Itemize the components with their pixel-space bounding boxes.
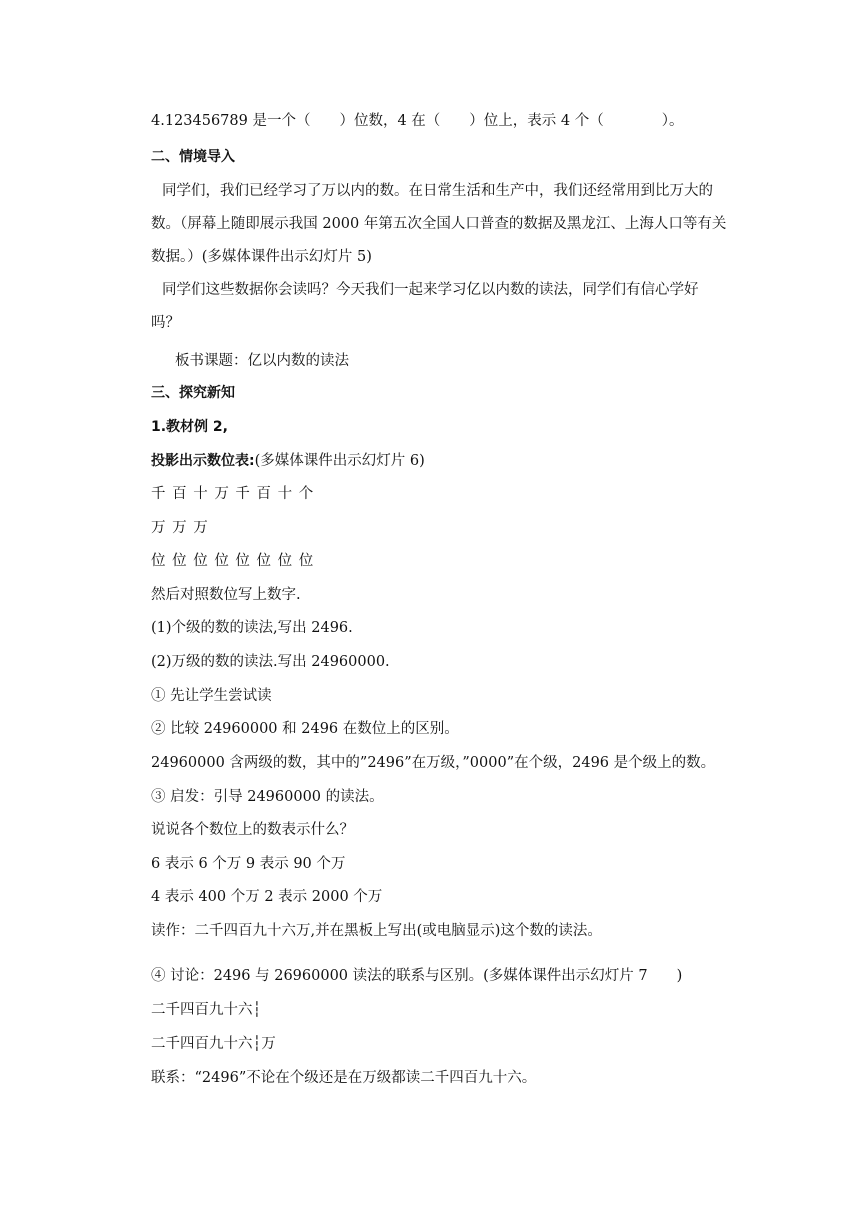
textbook-example-heading: 1.教材例 2,	[151, 419, 228, 435]
reading-line-1: 二千四百九十六┆	[151, 1002, 262, 1018]
step-1-line: ① 先让学生尝试读	[151, 688, 272, 704]
paragraph-line: 然后对照数位写上数字.	[151, 587, 301, 603]
step-3-line: ③ 启发：引导 24960000 的读法。	[151, 789, 384, 805]
section-heading-2: 二、情境导入	[151, 149, 235, 165]
paragraph-line: 数据。）(多媒体课件出示幻灯片 5)	[151, 249, 372, 265]
step-2-line: ② 比较 24960000 和 2496 在数位上的区别。	[151, 721, 459, 737]
paragraph-line: 说说各个数位上的数表示什么？	[151, 822, 354, 838]
place-value-row-3: 位 位 位 位 位 位 位 位	[151, 553, 314, 569]
paragraph-line: 读作：二千四百九十六万,并在黑板上写出(或电脑显示)这个数的读法。	[151, 923, 602, 939]
paragraph-line: 24960000 含两级的数，其中的”2496”在万级，”0000”在个级，2496 是个级上的数。	[151, 755, 716, 771]
section-heading-3: 三、探究新知	[151, 385, 235, 401]
place-value-row-1: 千 百 十 万 千 百 十 个	[151, 486, 314, 502]
place-value-row-2: 万 万 万	[151, 520, 208, 536]
step-4-line: ④ 讨论：2496 与 26960000 读法的联系与区别。(多媒体课件出示幻灯片 7 )	[151, 968, 683, 984]
paragraph-line: 4 表示 400 个万 2 表示 2000 个万	[151, 889, 383, 905]
paragraph-line: 吗？	[151, 315, 180, 331]
paragraph-line: (2)万级的数的读法.写出 24960000.	[151, 654, 390, 670]
paragraph-line: 6 表示 6 个万 9 表示 90 个万	[151, 856, 346, 872]
paragraph-line: 同学们，我们已经学习了万以内的数。在日常生活和生产中，我们还经常用到比万大的	[162, 183, 713, 199]
paragraph-line: (1)个级的数的读法,写出 2496.	[151, 620, 353, 636]
projection-label: 投影出示数位表:	[151, 453, 255, 469]
connection-line: 联系：“2496”不论在个级还是在万级都读二千四百九十六。	[151, 1070, 537, 1086]
projection-note: (多媒体课件出示幻灯片 6)	[254, 453, 425, 469]
board-topic-line: 板书课题：亿以内数的读法	[175, 353, 349, 369]
question-4-line: 4.123456789 是一个（ ）位数，4 在（ ）位上，表示 4 个（ ）。	[151, 113, 684, 129]
paragraph-line: 数。（屏幕上随即展示我国 2000 年第五次全国人口普查的数据及黑龙江、上海人口等有关	[151, 216, 727, 232]
projection-line	[151, 451, 425, 471]
reading-line-2: 二千四百九十六┆万	[151, 1036, 276, 1052]
paragraph-line: 同学们这些数据你会读吗？今天我们一起来学习亿以内数的读法，同学们有信心学好	[162, 282, 699, 298]
